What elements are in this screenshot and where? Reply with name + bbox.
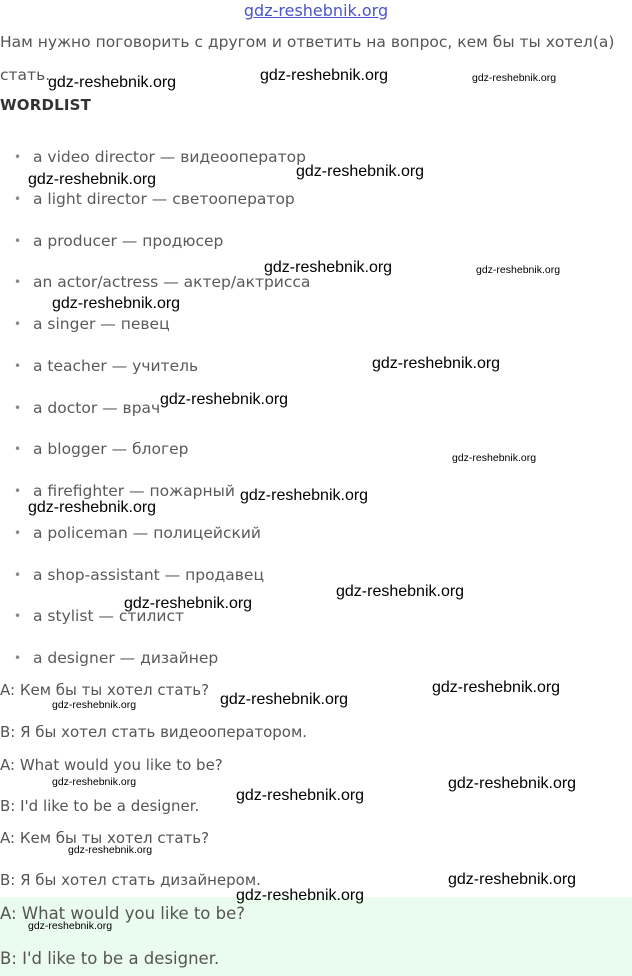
highlighted-dialog-line: B: I'd like to be a designer. (0, 949, 220, 968)
wordlist-item: • a video director — видеооператор (14, 148, 306, 166)
wordlist-item: • a producer — продюсер (14, 232, 224, 250)
wordlist-item: • a stylist — стилист (14, 607, 185, 625)
bullet-icon: • (14, 192, 22, 206)
watermark: gdz-reshebnik.org (52, 295, 181, 312)
watermark: gdz-reshebnik.org (448, 871, 577, 888)
watermark: gdz-reshebnik.org (28, 171, 157, 188)
wordlist-item: • a light director — светооператор (14, 190, 295, 208)
bullet-icon: • (14, 609, 22, 623)
dialog-line: B: I'd like to be a designer. (0, 797, 200, 815)
bullet-icon: • (14, 317, 22, 331)
bullet-icon: • (14, 275, 22, 289)
bullet-icon: • (14, 442, 22, 456)
watermark: gdz-reshebnik.org (236, 887, 365, 904)
bullet-icon: • (14, 568, 22, 582)
dialog-line: A: Кем бы ты хотел стать? (0, 681, 210, 699)
watermark: gdz-reshebnik.org (240, 487, 369, 504)
watermark: gdz-reshebnik.org (472, 72, 557, 84)
watermark: gdz-reshebnik.org (264, 259, 393, 276)
watermark: gdz-reshebnik.org (52, 776, 137, 788)
bullet-icon: • (14, 359, 22, 373)
task-text-line-1: Нам нужно поговорить с другом и ответить на вопрос, кем бы ты хотел(а) (0, 33, 615, 51)
wordlist-heading: WORDLIST (0, 96, 92, 114)
wordlist-item: • a shop-assistant — продавец (14, 566, 264, 584)
dialog-line: A: What would you like to be? (0, 756, 223, 774)
wordlist-item: • a doctor — врач (14, 399, 161, 417)
wordlist-item: • a blogger — блогер (14, 440, 189, 458)
bullet-icon: • (14, 234, 22, 248)
bullet-icon: • (14, 526, 22, 540)
dialog-line: A: Кем бы ты хотел стать? (0, 829, 210, 847)
wordlist-item: • a designer — дизайнер (14, 649, 219, 667)
watermark: gdz-reshebnik.org (476, 264, 561, 276)
watermark: gdz-reshebnik.org (432, 679, 561, 696)
watermark: gdz-reshebnik.org (372, 355, 501, 372)
dialog-line: B: Я бы хотел стать дизайнером. (0, 871, 261, 889)
wordlist-item: • a policeman — полицейский (14, 524, 261, 542)
wordlist-item: • an actor/actress — актер/актрисса (14, 273, 311, 291)
watermark: gdz-reshebnik.org (452, 452, 537, 464)
bullet-icon: • (14, 651, 22, 665)
watermark: gdz-reshebnik.org (336, 583, 465, 600)
wordlist-item: • a teacher — учитель (14, 357, 199, 375)
watermark: gdz-reshebnik.org (160, 391, 289, 408)
watermark: gdz-reshebnik.org (260, 67, 389, 84)
site-header-link[interactable]: gdz-reshebnik.org (243, 1, 389, 20)
bullet-icon: • (14, 401, 22, 415)
watermark: gdz-reshebnik.org (124, 595, 253, 612)
highlighted-dialog-line: A: What would you like to be? (0, 904, 246, 923)
watermark: gdz-reshebnik.org (28, 499, 157, 516)
watermark: gdz-reshebnik.org (296, 163, 425, 180)
watermark: gdz-reshebnik.org (448, 775, 577, 792)
watermark: gdz-reshebnik.org (68, 844, 153, 856)
watermark: gdz-reshebnik.org (236, 787, 365, 804)
watermark: gdz-reshebnik.org (52, 699, 137, 711)
task-text-line-2: стать. (0, 66, 51, 84)
wordlist-item: • a firefighter — пожарный (14, 482, 235, 500)
wordlist-item: • a singer — певец (14, 315, 170, 333)
watermark: gdz-reshebnik.org (28, 920, 113, 932)
dialog-line: B: Я бы хотел стать видеооператором. (0, 723, 308, 741)
watermark: gdz-reshebnik.org (48, 74, 177, 91)
bullet-icon: • (14, 150, 22, 164)
watermark: gdz-reshebnik.org (220, 691, 349, 708)
bullet-icon: • (14, 484, 22, 498)
